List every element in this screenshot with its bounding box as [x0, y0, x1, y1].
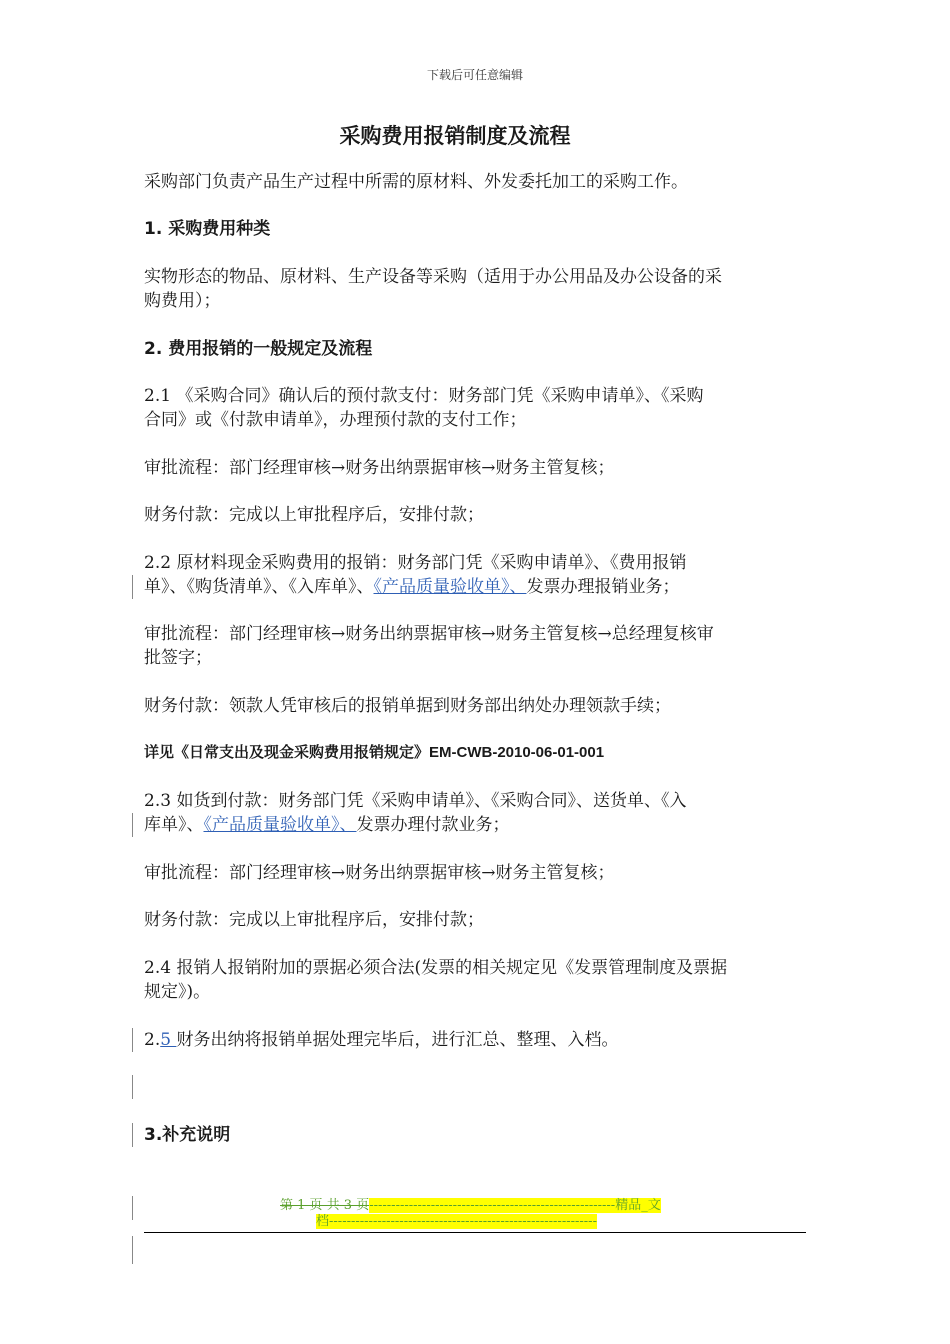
intro-paragraph: 采购部门负责产品生产过程中所需的原材料、外发委托加工的采购工作。: [144, 172, 688, 192]
header-note: 下载后可任意编辑: [426, 68, 523, 82]
revision-change-bar: [132, 1123, 133, 1147]
p22-line1: 2.2 原材料现金采购费用的报销：财务部门凭《采购申请单》、《费用报销: [144, 553, 687, 573]
section1-heading: 1. 采购费用种类: [144, 219, 271, 239]
section3-heading: 3.补充说明: [144, 1125, 231, 1145]
p21-line1: 2.1 《采购合同》确认后的预付款支付：财务部门凭《采购申请单》、《采购: [144, 386, 704, 406]
footer-dashes: --------------------------------------------------------: [369, 1198, 616, 1213]
p22-approval-line1: 审批流程：部门经理审核→财务出纳票据审核→财务主管复核→总经理复核审: [144, 624, 714, 644]
revision-change-bar: [132, 1196, 133, 1220]
p22-line2-text: 单》、《购货清单》、《入库单》、: [144, 577, 374, 597]
p23-approval: 审批流程：部门经理审核→财务出纳票据审核→财务主管复核；: [144, 863, 615, 883]
footer-tag: 精品_文: [615, 1198, 661, 1213]
p21-approval: 审批流程：部门经理审核→财务出纳票据审核→财务主管复核；: [144, 458, 615, 478]
p23-line2-rest: 发票办理付款业务；: [356, 815, 510, 835]
section1-body-line2: 购费用）；: [144, 291, 221, 311]
section2-heading: 2. 费用报销的一般规定及流程: [144, 339, 373, 359]
quality-form-link[interactable]: 《产品质量验收单》、: [203, 815, 357, 835]
p22-approval-line2: 批签字；: [144, 648, 212, 668]
footer-line2: [316, 1214, 597, 1230]
p25-paragraph: [144, 1028, 810, 1052]
revision-change-bar: [132, 575, 133, 599]
p24-line2: 规定》)。: [144, 982, 211, 1002]
section1-body-line1: 实物形态的物品、原材料、生产设备等采购（适用于办公用品及办公设备的采: [144, 267, 722, 287]
p21-line2: 合同》或《付款申请单》，办理预付款的支付工作；: [144, 410, 527, 430]
p21-payment: 财务付款：完成以上审批程序后，安排付款；: [144, 505, 484, 525]
revision-change-bar: [132, 1075, 133, 1099]
footer-line1: [280, 1198, 661, 1214]
revision-change-bar: [132, 1028, 133, 1052]
p22-line2: [144, 575, 810, 599]
p23-line2: [144, 813, 810, 837]
footer-tag-end: 档: [316, 1214, 330, 1229]
footer-page-info: 第 1 页 共 3 页: [280, 1198, 370, 1213]
p25-text: 财务出纳将报销单据处理完毕后，进行汇总、整理、入档。: [176, 1030, 619, 1050]
p24-line1: 2.4 报销人报销附加的票据必须合法(发票的相关规定见《发票管理制度及票据: [144, 958, 728, 978]
p23-line2-text: 库单》、: [144, 815, 204, 835]
quality-form-link[interactable]: 《产品质量验收单》、: [373, 577, 527, 597]
footer-dashes: -------------------------------------------------------------: [329, 1214, 597, 1229]
p22-line2-rest: 发票办理报销业务；: [526, 577, 680, 597]
footer-rule: [144, 1232, 806, 1233]
p23-line1: 2.3 如货到付款：财务部门凭《采购申请单》、《采购合同》、送货单、《入: [144, 791, 687, 811]
p23-payment: 财务付款：完成以上审批程序后，安排付款；: [144, 910, 484, 930]
document-title: 采购费用报销制度及流程: [339, 124, 571, 148]
reference-heading: 详见《日常支出及现金采购费用报销规定》EM-CWB-2010-06-01-001: [144, 744, 605, 761]
revision-change-bar: [132, 813, 133, 837]
p25-revision-link[interactable]: 5: [160, 1030, 177, 1050]
p22-payment: 财务付款：领款人凭审核后的报销单据到财务部出纳处办理领款手续；: [144, 696, 671, 716]
p25-number: 2.: [144, 1030, 161, 1050]
revision-change-bar: [132, 1236, 133, 1264]
